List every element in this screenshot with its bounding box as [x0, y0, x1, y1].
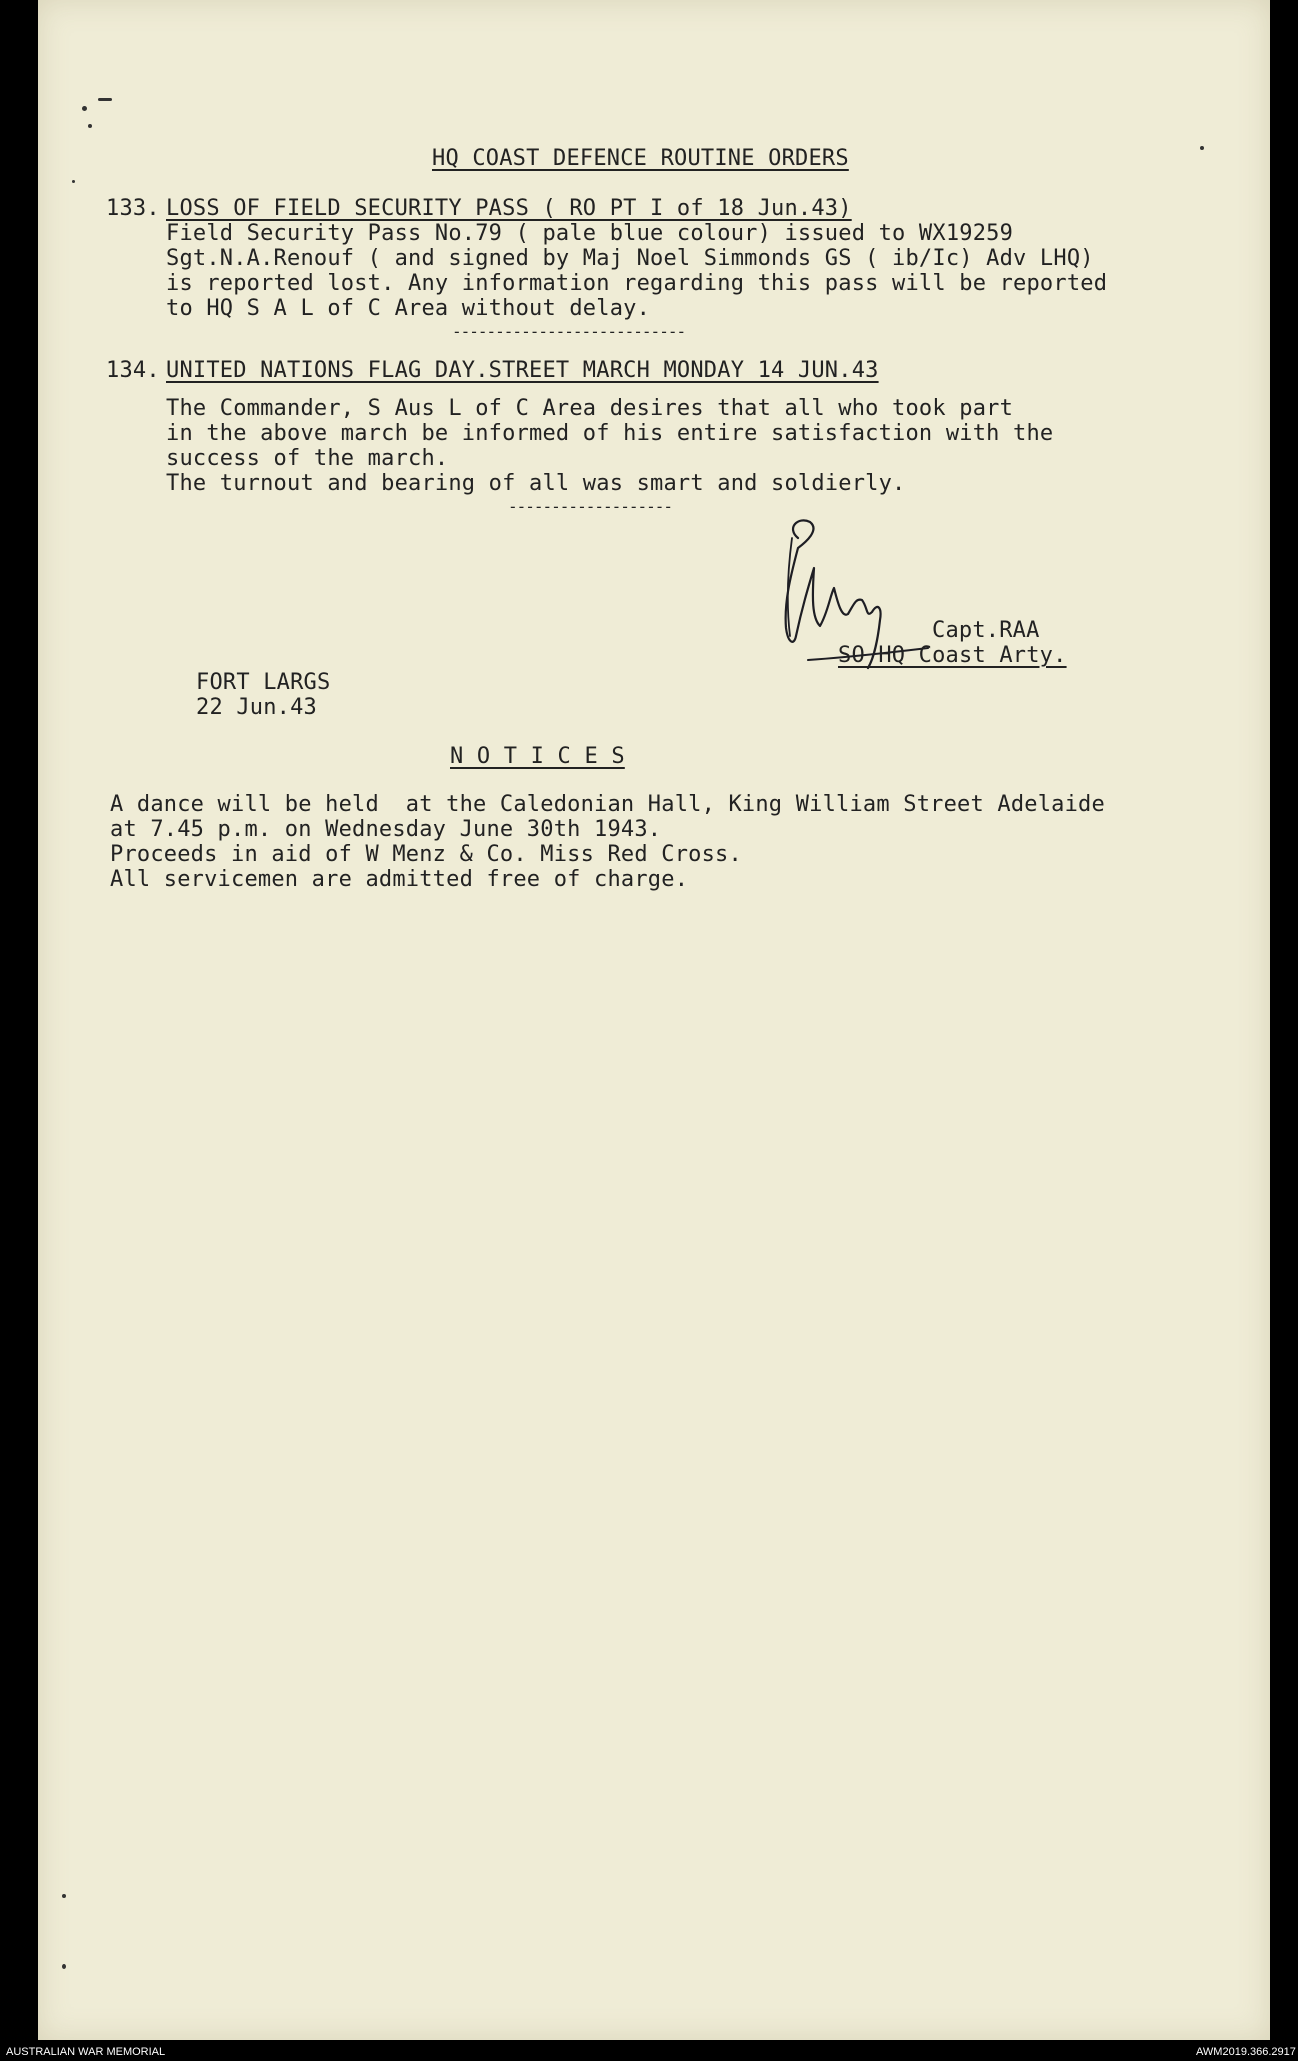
- footer-credit: AUSTRALIAN WAR MEMORIAL: [6, 2046, 166, 2058]
- separator-dashes-2: -------------------: [508, 497, 673, 516]
- order-number-134: 134.: [106, 358, 160, 383]
- order-134-line-3: success of the march.: [166, 446, 449, 471]
- order-134-line-2: in the above march be informed of his entire satisfaction with the: [166, 421, 1054, 446]
- document-heading: HQ COAST DEFENCE ROUTINE ORDERS: [432, 146, 849, 171]
- notice-line-2: at 7.45 p.m. on Wednesday June 30th 1943.: [110, 817, 662, 842]
- paper-speck: [62, 1894, 66, 1898]
- paper-speck: [82, 106, 87, 111]
- paper-speck: [72, 180, 75, 183]
- order-134-line-4: The turnout and bearing of all was smart and soldierly.: [166, 471, 906, 496]
- paper-speck: [88, 124, 92, 128]
- paper-speck: [1200, 146, 1204, 150]
- signatory-appointment: SO HQ Coast Arty.: [838, 643, 1067, 668]
- order-133-line-3: is reported lost. Any information regarding this pass will be reported: [166, 271, 1108, 296]
- paper-speck: [98, 98, 112, 101]
- footer-accession-number: AWM2019.366.2917: [1196, 2046, 1296, 2058]
- notice-line-4: All servicemen are admitted free of charge.: [110, 867, 689, 892]
- notice-line-3: Proceeds in aid of W Menz & Co. Miss Red Cross.: [110, 842, 742, 867]
- separator-dashes-1: ---------------------------: [452, 322, 686, 341]
- place-of-issue: FORT LARGS: [196, 670, 331, 695]
- order-title-134: UNITED NATIONS FLAG DAY.STREET MARCH MONDAY 14 JUN.43: [166, 358, 879, 383]
- document-page: [38, 0, 1270, 2040]
- order-133-line-2: Sgt.N.A.Renouf ( and signed by Maj Noel Simmonds GS ( ib/Ic) Adv LHQ): [166, 246, 1094, 271]
- date-of-issue: 22 Jun.43: [196, 695, 318, 720]
- signatory-rank: Capt.RAA: [932, 618, 1040, 643]
- order-title-133: LOSS OF FIELD SECURITY PASS ( RO PT I of 18 Jun.43): [166, 196, 852, 221]
- order-number-133: 133.: [106, 196, 160, 221]
- order-133-line-1: Field Security Pass No.79 ( pale blue colour) issued to WX19259: [166, 221, 1014, 246]
- paper-speck: [62, 1964, 66, 1969]
- order-134-line-1: The Commander, S Aus L of C Area desires that all who took part: [166, 396, 1014, 421]
- notice-line-1: A dance will be held at the Caledonian Hall, King William Street Adelaide: [110, 792, 1105, 817]
- order-133-line-4: to HQ S A L of C Area without delay.: [166, 296, 651, 321]
- notices-heading: N O T I C E S: [450, 744, 625, 769]
